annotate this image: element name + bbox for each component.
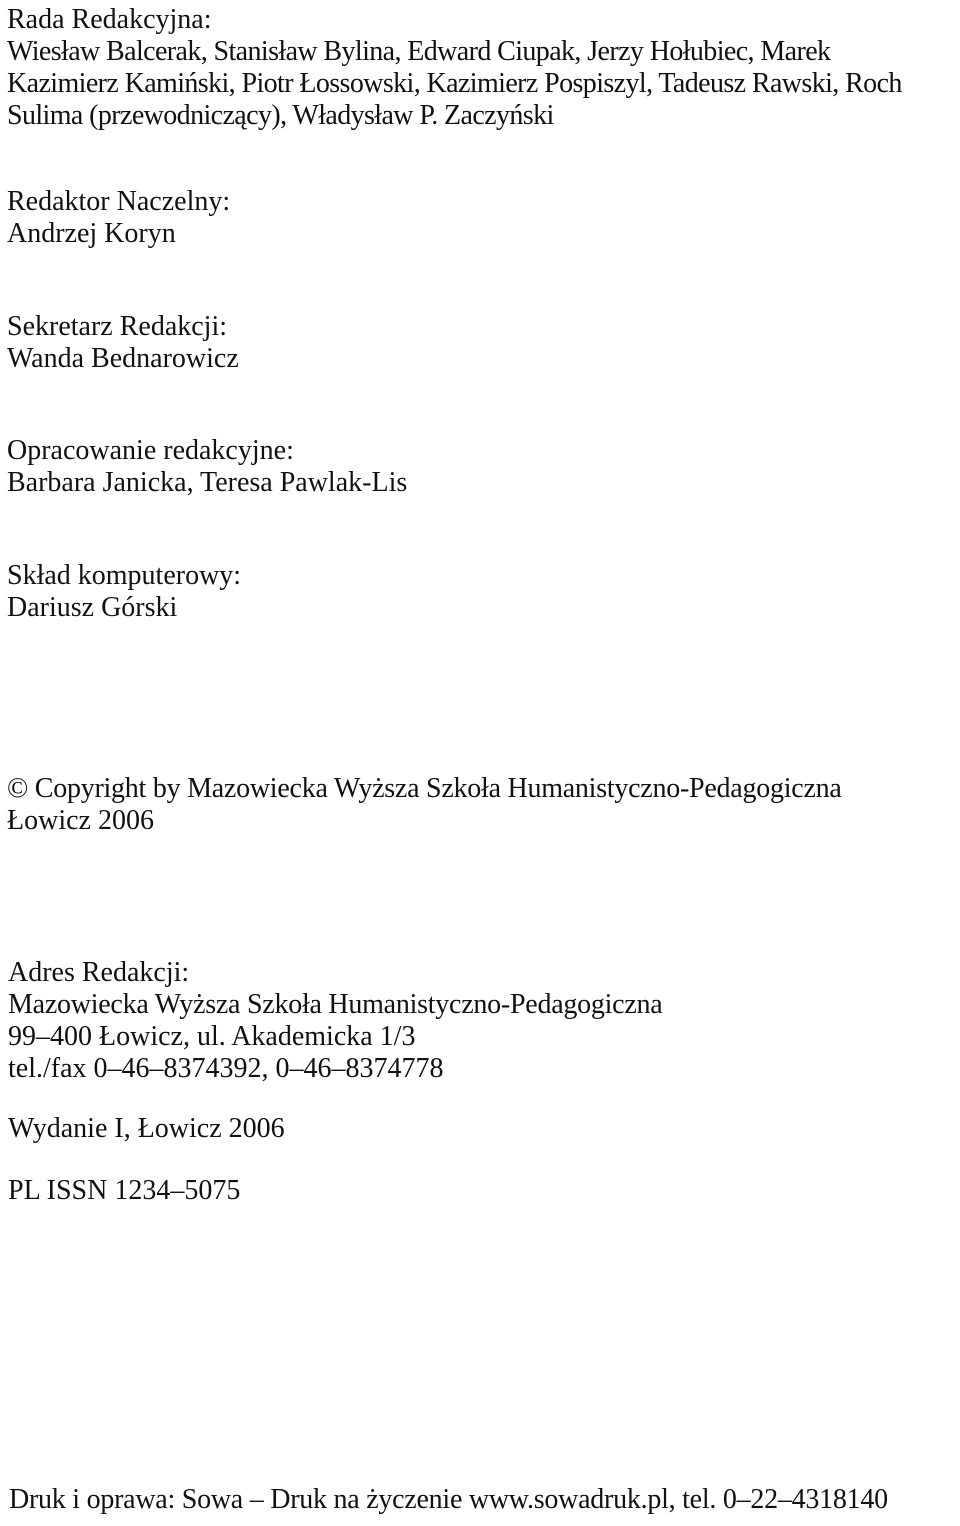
address-phone: tel./fax 0–46–8374392, 0–46–8374778 bbox=[8, 1053, 444, 1084]
editing-names: Barbara Janicka, Teresa Pawlak-Lis bbox=[7, 467, 408, 498]
copyright-line: © Copyright by Mazowiecka Wyższa Szkoła Humanistyczno-Pedagogiczna bbox=[7, 773, 842, 804]
typesetting-name: Dariusz Górski bbox=[7, 592, 178, 623]
editor-in-chief-heading: Redaktor Naczelny: bbox=[7, 186, 231, 217]
copyright-place-year: Łowicz 2006 bbox=[7, 805, 154, 836]
issn-line: PL ISSN 1234–5075 bbox=[8, 1175, 241, 1206]
editor-in-chief-name: Andrzej Koryn bbox=[7, 218, 176, 249]
secretary-heading: Sekretarz Redakcji: bbox=[7, 311, 228, 342]
address-street: 99–400 Łowicz, ul. Akademicka 1/3 bbox=[8, 1021, 416, 1052]
editorial-board-heading: Rada Redakcyjna: bbox=[7, 4, 212, 35]
secretary-section bbox=[7, 311, 239, 375]
typesetting-section bbox=[7, 560, 241, 624]
editorial-board-line-3: Sulima (przewodniczący), Władysław P. Zaczyński bbox=[7, 100, 554, 131]
address-institution: Mazowiecka Wyższa Szkoła Humanistyczno-Pedagogiczna bbox=[8, 989, 663, 1020]
secretary-name: Wanda Bednarowicz bbox=[7, 343, 239, 374]
editorial-board-line-2: Kazimierz Kamiński, Piotr Łossowski, Kazimierz Pospiszyl, Tadeusz Rawski, Roch bbox=[7, 68, 902, 99]
typesetting-heading: Skład komputerowy: bbox=[7, 560, 242, 591]
editing-section bbox=[7, 435, 407, 499]
copyright-section bbox=[7, 773, 842, 837]
printing-line: Druk i oprawa: Sowa – Druk na życzenie www.sowadruk.pl, tel. 0–22–4318140 bbox=[9, 1484, 888, 1515]
editorial-board-section bbox=[7, 4, 902, 132]
edition-line: Wydanie I, Łowicz 2006 bbox=[8, 1113, 285, 1144]
address-section bbox=[8, 957, 662, 1085]
editing-heading: Opracowanie redakcyjne: bbox=[7, 435, 294, 466]
editor-in-chief-section bbox=[7, 186, 230, 250]
address-heading: Adres Redakcji: bbox=[8, 957, 190, 988]
editorial-board-line-1: Wiesław Balcerak, Stanisław Bylina, Edward Ciupak, Jerzy Hołubiec, Marek bbox=[7, 36, 831, 67]
